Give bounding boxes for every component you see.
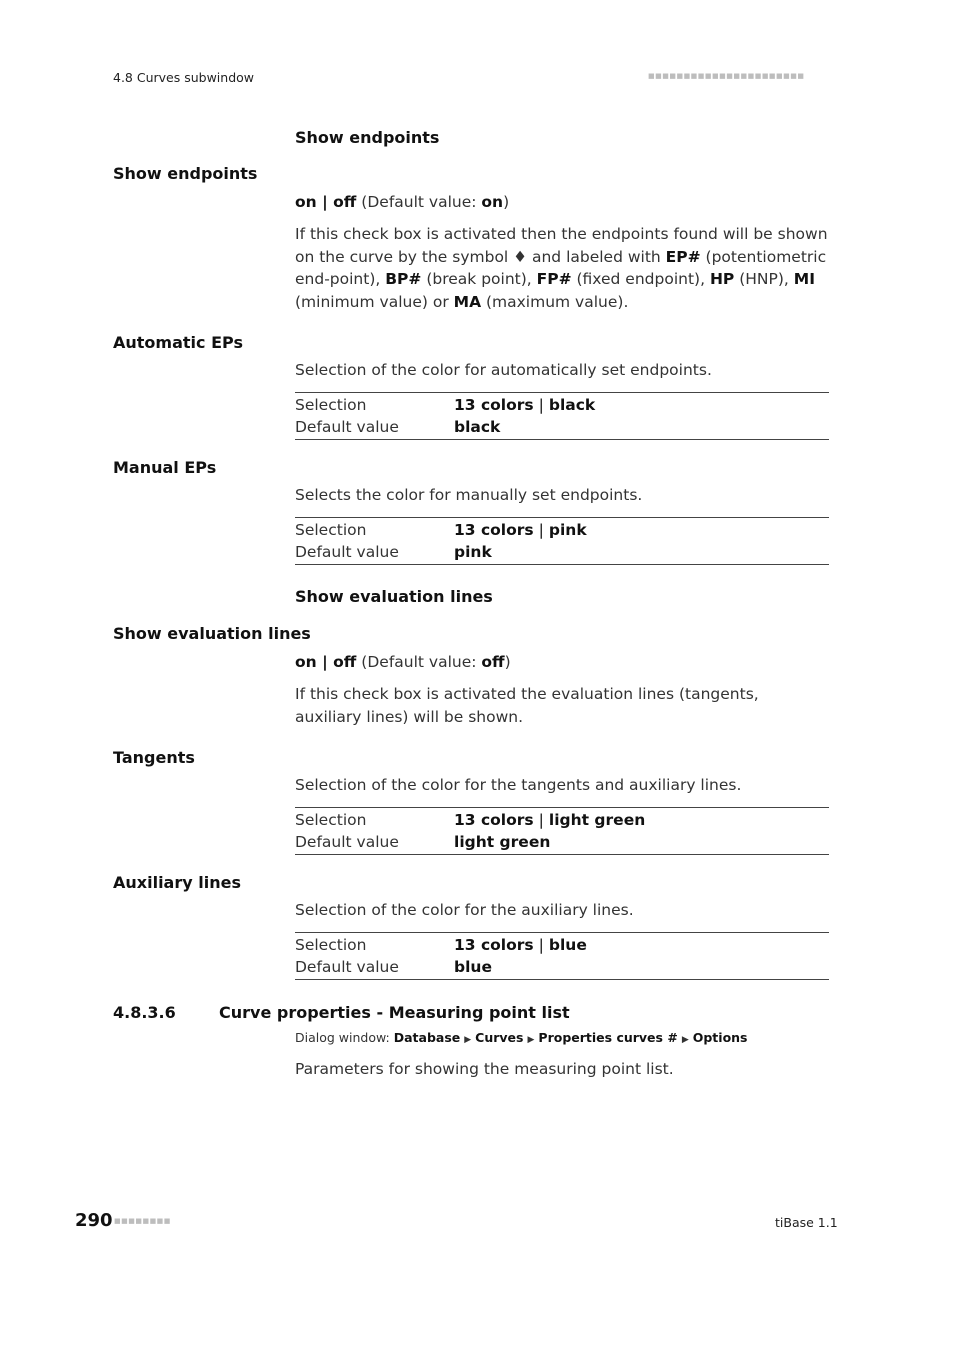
breadcrumb-item: Options: [692, 1030, 748, 1045]
manual-eps-description: Selects the color for manually set endpoints.: [295, 486, 643, 504]
term-ep: EP#: [665, 247, 701, 266]
breadcrumb-item: Properties curves #: [538, 1030, 678, 1045]
section-title: Curve properties - Measuring point list: [219, 1003, 570, 1022]
selection-range: 13 colors: [454, 936, 534, 954]
breadcrumb-item: Curves: [475, 1030, 524, 1045]
table-value: [454, 934, 587, 956]
selection-range: 13 colors: [454, 396, 534, 414]
term-mi: MI: [793, 270, 815, 288]
show-evaluation-lines-values: [295, 651, 511, 674]
auxiliary-lines-table: [295, 932, 829, 980]
param-label-tangents: Tangents: [113, 748, 195, 767]
show-evaluation-lines-description: If this check box is activated the evaluation lines (tangents, auxiliary lines) will be shown.: [295, 685, 759, 726]
table-row: [295, 519, 829, 541]
arrow-right-icon: ▶: [464, 1035, 472, 1045]
automatic-eps-table: [295, 392, 829, 440]
default-suffix: ): [503, 193, 510, 211]
selection-option: blue: [548, 936, 587, 954]
table-row: [295, 809, 829, 831]
param-label-show-endpoints: Show endpoints: [113, 164, 258, 183]
value-on: on: [295, 193, 317, 211]
section-description: Parameters for showing the measuring point list.: [295, 1060, 674, 1078]
value-off: off: [333, 193, 357, 211]
table-row: [295, 394, 829, 416]
param-label-auxiliary-lines: Auxiliary lines: [113, 873, 241, 892]
footer-decoration: ■■■■■■■■: [114, 1217, 171, 1225]
arrow-right-icon: ▶: [681, 1035, 689, 1045]
selection-range: 13 colors: [454, 521, 534, 539]
auxiliary-lines-description: Selection of the color for the auxiliary lines.: [295, 901, 634, 919]
group-title-show-endpoints: Show endpoints: [295, 128, 440, 147]
group-title-show-evaluation-lines: Show evaluation lines: [295, 587, 493, 606]
selection-separator: |: [538, 396, 544, 414]
desc-text: (HNP),: [734, 270, 794, 288]
dialog-prefix: Dialog window:: [295, 1030, 394, 1045]
selection-separator: |: [538, 811, 544, 829]
value-separator: |: [316, 193, 334, 211]
arrow-right-icon: ▶: [527, 1035, 535, 1045]
table-key: Default value: [295, 418, 399, 436]
table-row: [295, 541, 829, 563]
tangents-table: [295, 807, 829, 855]
show-endpoints-description: [295, 223, 829, 313]
selection-separator: |: [538, 936, 544, 954]
product-name: tiBase 1.1: [775, 1215, 838, 1230]
table-value: [454, 394, 595, 416]
table-key: Selection: [295, 811, 367, 829]
param-label-show-evaluation-lines: Show evaluation lines: [113, 624, 311, 643]
table-value: black: [454, 418, 501, 436]
desc-text: (maximum value).: [481, 292, 629, 311]
param-label-manual-eps: Manual EPs: [113, 458, 217, 477]
table-value: blue: [454, 958, 492, 976]
value-on: on: [295, 653, 317, 671]
selection-range: 13 colors: [454, 811, 534, 829]
table-value: light green: [454, 833, 551, 851]
tangents-description: Selection of the color for the tangents and auxiliary lines.: [295, 776, 742, 794]
desc-text: (minimum value) or: [295, 292, 454, 311]
selection-separator: |: [538, 521, 544, 539]
value-off: off: [333, 653, 357, 671]
default-prefix: (Default value:: [356, 193, 482, 211]
default-value: on: [481, 193, 504, 211]
breadcrumb: [295, 1030, 748, 1045]
table-row: [295, 831, 829, 853]
automatic-eps-description: Selection of the color for automatically set endpoints.: [295, 361, 712, 379]
value-separator: |: [316, 653, 334, 671]
default-value: off: [481, 653, 505, 671]
term-bp: BP#: [385, 270, 422, 288]
table-key: Default value: [295, 543, 399, 561]
term-fp: FP#: [536, 270, 572, 288]
show-endpoints-values: [295, 191, 509, 214]
default-suffix: ): [504, 653, 511, 671]
table-key: Default value: [295, 958, 399, 976]
table-row: [295, 956, 829, 978]
manual-eps-table: [295, 517, 829, 565]
header-decoration: ■■■■■■■■■■■■■■■■■■■■■■: [648, 72, 805, 80]
table-value: [454, 519, 587, 541]
term-ma: MA: [453, 292, 482, 311]
breadcrumb-item: Database: [393, 1030, 461, 1045]
selection-option: black: [548, 396, 596, 414]
running-header-section: 4.8 Curves subwindow: [113, 70, 255, 85]
desc-text: (fixed endpoint),: [571, 270, 710, 288]
selection-option: light green: [548, 811, 646, 829]
selection-option: pink: [548, 521, 587, 539]
table-key: Default value: [295, 833, 399, 851]
param-label-automatic-eps: Automatic EPs: [113, 333, 243, 352]
table-key: Selection: [295, 521, 367, 539]
desc-text: (potentiometric end-point),: [295, 247, 827, 288]
table-row: [295, 934, 829, 956]
term-hp: HP: [709, 270, 735, 288]
table-key: Selection: [295, 936, 367, 954]
desc-text: If this check box is activated then the endpoints found will be shown on the curve by the symbol ♦ and labeled with: [295, 225, 828, 266]
page-number: 290: [75, 1210, 113, 1231]
table-value: [454, 809, 645, 831]
section-number: 4.8.3.6: [113, 1003, 176, 1022]
table-value: pink: [454, 543, 492, 561]
table-row: [295, 416, 829, 438]
desc-text: (break point),: [421, 270, 537, 288]
table-key: Selection: [295, 396, 367, 414]
default-prefix: (Default value:: [356, 653, 482, 671]
